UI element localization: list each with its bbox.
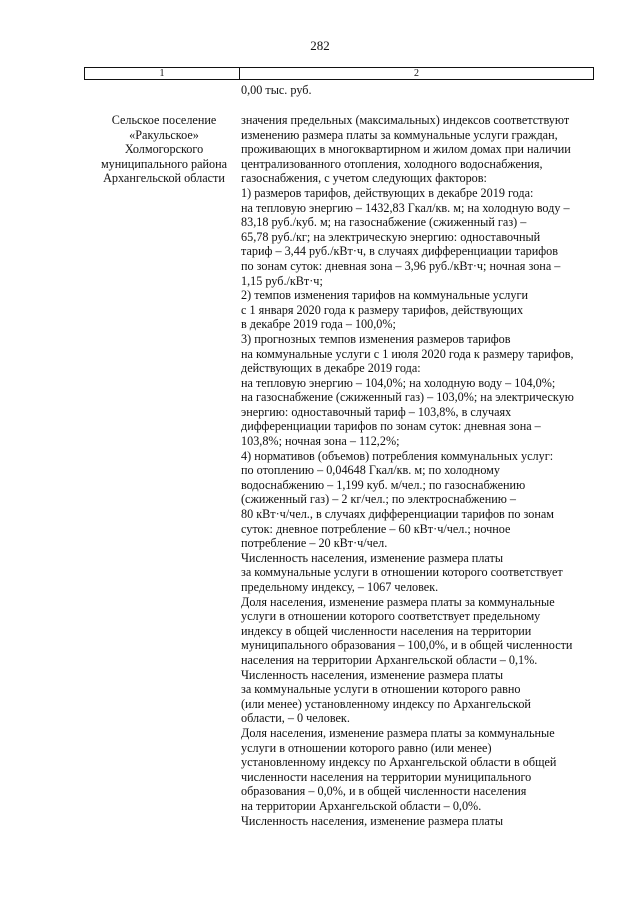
body-text-line: 1,15 руб./кВт·ч;	[241, 273, 323, 288]
settlement-line: «Ракульское»	[129, 127, 199, 142]
body-text-line: на территории Архангельской области – 0,0%.	[241, 798, 482, 813]
body-text-line: области, – 0 человек.	[241, 711, 350, 726]
body-text-line: в декабре 2019 года – 100,0%;	[241, 317, 396, 332]
body-text-line: 2) темпов изменения тарифов на коммунальные услуги	[241, 288, 528, 303]
body-text-line: (сжиженный газ) – 2 кг/чел.; по электроснабжению –	[241, 492, 516, 507]
body-text-line: на тепловую энергию – 1432,83 Гкал/кв. м; на холодную воду –	[241, 200, 570, 215]
settlement-line: Архангельской области	[103, 171, 225, 186]
body-text-line: с 1 января 2020 года к размеру тарифов, действующих	[241, 302, 524, 317]
body-text-line: газоснабжения, с учетом следующих факторов:	[241, 171, 487, 186]
body-text-line: Доля населения, изменение размера платы за коммунальные	[241, 725, 555, 740]
body-text-line: на газоснабжение (сжиженный газ) – 103,0%; на электрическую	[241, 390, 574, 405]
settlement-line: Холмогорского	[124, 142, 204, 157]
body-text-line: по зонам суток: дневная зона – 3,96 руб./кВт·ч; ночная зона –	[241, 258, 561, 273]
body-text-line: численности населения на территории муниципального	[241, 769, 532, 784]
body-text-line: за коммунальные услуги в отношении которого соответствует	[241, 565, 563, 580]
body-text-line: установленному индексу по Архангельской области в общей	[241, 755, 557, 770]
body-text-line: за коммунальные услуги в отношении которого равно	[241, 682, 521, 697]
column-2-number: 2	[414, 68, 419, 79]
body-text-line: услуги в отношении которого соответствует предельному	[241, 609, 541, 624]
body-text-line: населения на территории Архангельской области – 0,1%.	[241, 652, 538, 667]
body-text-line: 3) прогнозных темпов изменения размеров тарифов	[241, 331, 511, 346]
body-text-line: (или менее) установленному индексу по Архангельской	[241, 696, 531, 711]
settlement-line: муниципального района	[100, 156, 228, 171]
body-text-line: 80 кВт·ч/чел., в случаях дифференциации тарифов по зонам	[241, 507, 555, 522]
body-text-line: тариф – 3,44 руб./кВт·ч, в случаях дифференциации тарифов	[241, 244, 558, 259]
body-text-line: услуги в отношении которого равно (или менее)	[241, 740, 492, 755]
body-text-line: 103,8%; ночная зона – 112,2%;	[241, 434, 400, 449]
body-text-line: индексу в общей численности населения на территории	[241, 623, 532, 638]
body-text-line: муниципального образования – 100,0%, и в общей численности	[241, 638, 573, 653]
body-text-line: 83,18 руб./куб. м; на газоснабжение (сжиженный газ) –	[241, 215, 527, 230]
body-text-line: Доля населения, изменение размера платы за коммунальные	[241, 594, 555, 609]
body-text-line: на тепловую энергию – 104,0%; на холодную воду – 104,0%;	[241, 375, 556, 390]
body-text-line: потребление – 20 кВт·ч/чел.	[241, 536, 388, 551]
body-text-line: водоснабжению – 1,199 куб. м/чел.; по газоснабжению	[241, 477, 526, 492]
body-text-line: суток: дневное потребление – 60 кВт·ч/чел.; ночное	[241, 521, 511, 536]
body-text-line: энергию: одноставочный тариф – 103,8%, в случаях	[241, 404, 512, 419]
body-text-line: Численность населения, изменение размера платы	[241, 550, 504, 565]
body-text-line: образования – 0,0%, и в общей численности населения	[241, 784, 527, 799]
body-text-line: значения предельных (максимальных) индексов соответствуют	[241, 113, 570, 127]
table-column-header	[84, 67, 594, 80]
body-text-line: Численность населения, изменение размера платы	[241, 813, 504, 828]
body-text-line: предельному индексу, – 1067 человек.	[241, 580, 439, 594]
body-text-line: 1) размеров тарифов, действующих в декабре 2019 года:	[241, 185, 534, 200]
page-number: 282	[310, 38, 330, 53]
body-text-line: проживающих в многоквартирном и жилом домах при наличии	[241, 142, 571, 157]
body-text-line: действующих в декабре 2019 года:	[241, 361, 421, 376]
body-text-line: изменению размера платы за коммунальные услуги граждан,	[241, 127, 558, 142]
body-text-line: Численность населения, изменение размера платы	[241, 667, 504, 682]
body-text-line: централизованного отопления, холодного водоснабжения,	[241, 156, 543, 171]
column-1-number: 1	[85, 68, 240, 79]
settlement-line: Сельское поселение	[111, 113, 217, 127]
index-description-text	[241, 113, 597, 828]
previous-row-value: 0,00 тыс. руб.	[241, 83, 312, 97]
body-text-line: на коммунальные услуги с 1 июля 2020 года к размеру тарифов,	[241, 346, 574, 361]
body-text-line: 4) нормативов (объемов) потребления коммунальных услуг:	[241, 448, 554, 463]
body-text-line: 65,78 руб./кг; на электрическую энергию: одноставочный	[241, 229, 541, 244]
settlement-name	[90, 113, 238, 186]
body-text-line: по отоплению – 0,04648 Гкал/кв. м; по холодному	[241, 463, 500, 478]
body-text-line: дифференциации тарифов по зонам суток: дневная зона –	[241, 419, 541, 434]
